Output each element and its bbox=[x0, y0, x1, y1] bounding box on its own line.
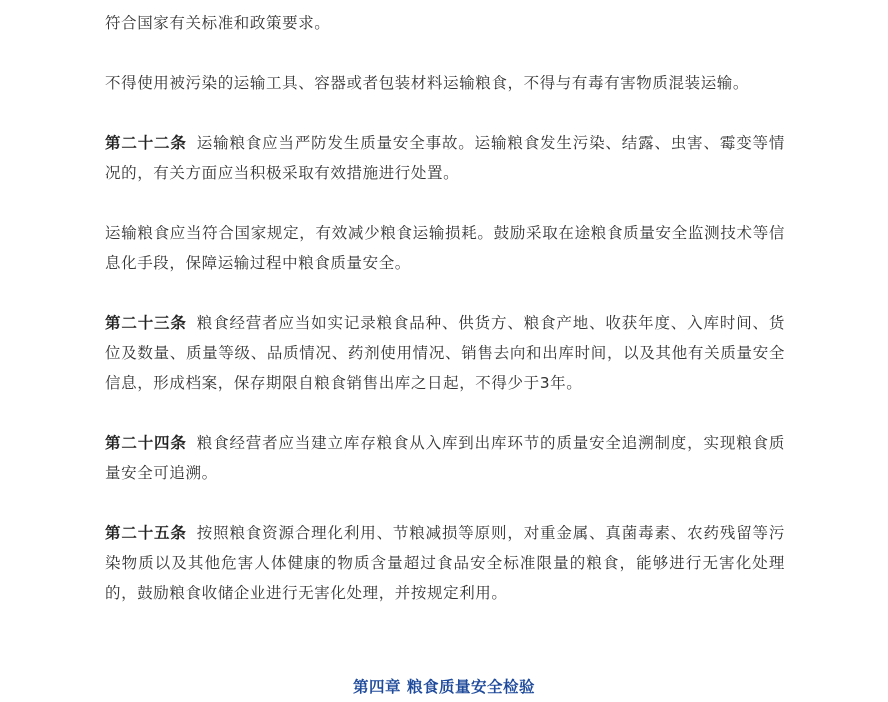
paragraph-text: 不得使用被污染的运输工具、容器或者包装材料运输粮食，不得与有毒有害物质混装运输。 bbox=[105, 74, 750, 92]
paragraph-text: 粮食经营者应当建立库存粮食从入库到出库环节的质量安全追溯制度，实现粮食质量安全可追溯。 bbox=[105, 434, 785, 482]
paragraph-4 bbox=[105, 218, 785, 278]
article-25 bbox=[105, 518, 785, 608]
article-23 bbox=[105, 308, 785, 398]
article-number: 第二十四条 bbox=[105, 434, 187, 452]
article-number: 第二十五条 bbox=[105, 524, 187, 542]
article-number: 第二十三条 bbox=[105, 314, 187, 332]
document-body bbox=[105, 8, 785, 638]
paragraph-text: 符合国家有关标准和政策要求。 bbox=[105, 14, 331, 32]
paragraph-2 bbox=[105, 68, 785, 98]
paragraph-text: 按照粮食资源合理化利用、节粮减损等原则，对重金属、真菌毒素、农药残留等污染物质以及其他危害人体健康的物质含量超过食品安全标准限量的粮食，能够进行无害化处理的，鼓励粮食收储企业进行无害化处理，并按规定利用。 bbox=[105, 524, 785, 602]
article-number: 第二十二条 bbox=[105, 134, 187, 152]
paragraph-1 bbox=[105, 8, 785, 38]
paragraph-text: 运输粮食应当严防发生质量安全事故。运输粮食发生污染、结露、虫害、霉变等情况的，有关方面应当积极采取有效措施进行处置。 bbox=[105, 134, 785, 182]
paragraph-text: 运输粮食应当符合国家规定，有效减少粮食运输损耗。鼓励采取在途粮食质量安全监测技术等信息化手段，保障运输过程中粮食质量安全。 bbox=[105, 224, 785, 272]
paragraph-text: 粮食经营者应当如实记录粮食品种、供货方、粮食产地、收获年度、入库时间、货位及数量、质量等级、品质情况、药剂使用情况、销售去向和出库时间，以及其他有关质量安全信息，形成档案，保存期限自粮食销售出库之日起，不得少于3年。 bbox=[105, 314, 785, 392]
chapter-heading: 第四章 粮食质量安全检验 bbox=[353, 678, 535, 696]
article-24 bbox=[105, 428, 785, 488]
article-22 bbox=[105, 128, 785, 188]
